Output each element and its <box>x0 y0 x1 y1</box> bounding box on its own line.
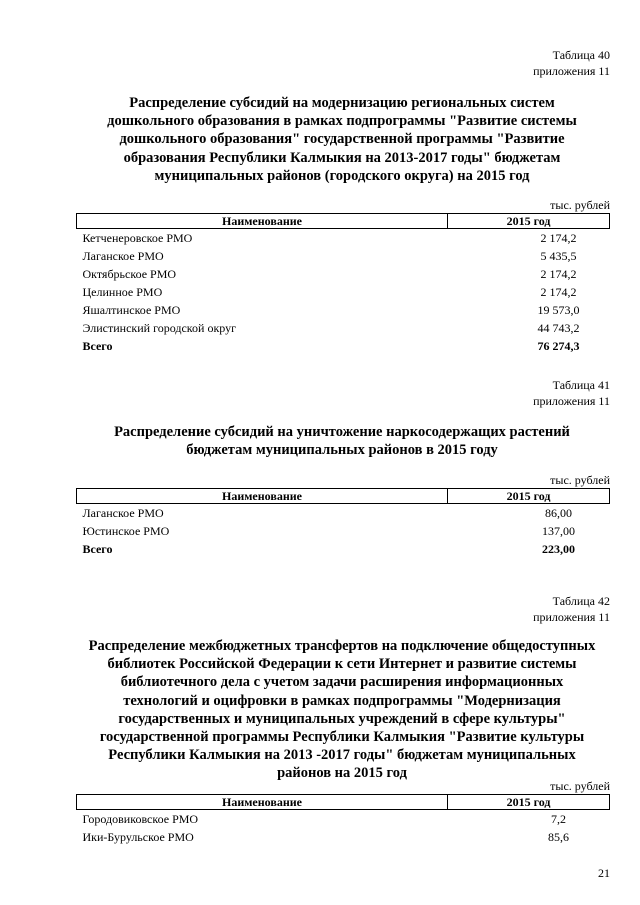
table-total-row <box>77 337 610 355</box>
table-42-appendix: приложения 11 <box>533 610 610 624</box>
title-line: муниципальных районов (городского округа) на 2015 год <box>154 167 530 184</box>
row-name: Целинное РМО <box>82 285 163 299</box>
table-row <box>77 810 610 829</box>
table-40 <box>76 213 610 355</box>
row-value: 2 174,2 <box>540 231 577 245</box>
row-value: 19 573,0 <box>537 303 580 317</box>
column-header-year: 2015 год <box>448 214 610 229</box>
table-row <box>77 504 610 523</box>
row-value: 7,2 <box>551 812 566 826</box>
row-name: Всего <box>82 339 113 353</box>
row-value: 2 174,2 <box>540 267 577 281</box>
title-line: дошкольного образования" государственной программы "Развитие <box>119 131 565 148</box>
table-total-row <box>77 540 610 558</box>
row-value: 85,6 <box>548 830 569 844</box>
table-row <box>77 522 610 540</box>
table-row <box>77 265 610 283</box>
row-name: Всего <box>82 542 113 556</box>
table-row <box>77 319 610 337</box>
column-header-year: 2015 год <box>448 795 610 810</box>
table-40-appendix: приложения 11 <box>533 64 610 78</box>
title-line: технологий и оцифровки в рамках подпрограммы "Модернизация <box>123 692 561 709</box>
table-row <box>77 247 610 265</box>
table-40-title <box>64 94 620 185</box>
row-value: 2 174,2 <box>540 285 577 299</box>
title-line: дошкольного образования в рамках подпрограммы "Развитие системы <box>107 113 577 130</box>
title-line: Распределение субсидий на уничтожение наркосодержащих растений <box>114 424 570 440</box>
title-line: библиотек Российской Федерации к сети Интернет и развитие системы <box>107 656 577 673</box>
table-42-units: тыс. рублей <box>550 779 610 793</box>
table-40-units: тыс. рублей <box>550 198 610 212</box>
row-value: 76 274,3 <box>537 339 580 353</box>
table-41-title <box>64 423 620 459</box>
row-name: Городовиковское РМО <box>82 812 199 826</box>
row-value: 223,00 <box>542 542 575 556</box>
table-row <box>77 283 610 301</box>
row-name: Юстинское РМО <box>82 524 170 538</box>
row-value: 44 743,2 <box>537 321 580 335</box>
title-line: образования Республики Калмыкия на 2013-2017 годы" бюджетам <box>123 149 561 166</box>
title-line: бюджетам муниципальных районов в 2015 году <box>186 442 498 459</box>
table-41-units: тыс. рублей <box>550 473 610 487</box>
table-header-row <box>77 214 610 229</box>
page-number: 21 <box>598 866 610 880</box>
row-value: 86,00 <box>545 506 572 520</box>
title-line: районов на 2015 год <box>277 765 407 782</box>
title-line: Республики Калмыкия на 2013 -2017 годы" бюджетам муниципальных <box>108 747 576 764</box>
table-header-row <box>77 795 610 810</box>
row-name: Лаганское РМО <box>82 249 164 263</box>
column-header-name: Наименование <box>77 214 448 229</box>
row-name: Кетченеровское РМО <box>82 231 193 245</box>
table-41-appendix: приложения 11 <box>533 394 610 408</box>
row-name: Яшалтинское РМО <box>82 303 181 317</box>
table-42 <box>76 794 610 846</box>
row-name: Лаганское РМО <box>82 506 164 520</box>
row-value: 5 435,5 <box>540 249 577 263</box>
table-40-number: Таблица 40 <box>552 48 610 62</box>
title-line: Распределение субсидий на модернизацию региональных систем <box>129 95 555 111</box>
title-line: государственных и муниципальных учреждений в сфере культуры" <box>118 710 566 727</box>
title-line: Распределение межбюджетных трансфертов на подключение общедоступных <box>88 638 596 654</box>
table-row <box>77 301 610 319</box>
table-header-row <box>77 489 610 504</box>
row-value: 137,00 <box>542 524 575 538</box>
row-name: Октябрьское РМО <box>82 267 177 281</box>
title-line: государственной программы Республики Калмыкия "Развитие культуры <box>99 729 585 746</box>
table-row <box>77 828 610 846</box>
column-header-name: Наименование <box>77 489 448 504</box>
column-header-year: 2015 год <box>448 489 610 504</box>
row-name: Элистинский городской округ <box>82 321 237 335</box>
table-41 <box>76 488 610 558</box>
row-name: Ики-Бурульское РМО <box>82 830 194 844</box>
table-42-number: Таблица 42 <box>552 594 610 608</box>
table-41-number: Таблица 41 <box>552 378 610 392</box>
title-line: библиотечного дела с учетом задачи расширения информационных <box>120 674 564 691</box>
table-42-title <box>64 637 620 783</box>
column-header-name: Наименование <box>77 795 448 810</box>
table-row <box>77 229 610 248</box>
